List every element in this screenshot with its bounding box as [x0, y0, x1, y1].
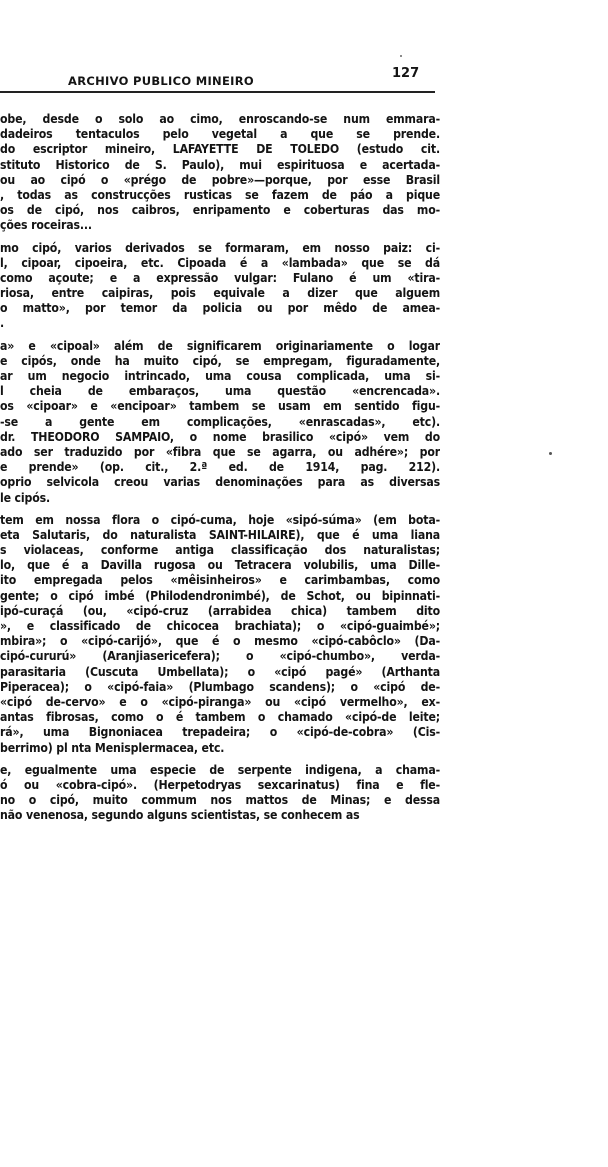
text-line: ipó-curaçá (ou, «cipó-cruz (arrabidea chica) tambem dito: [0, 603, 440, 618]
paragraph: [0, 112, 440, 234]
page-number: 127: [392, 66, 420, 81]
text-line: e cipós, onde ha muito cipó, se empregam, figuradamente,: [0, 353, 440, 368]
text-line: berrimo) pl nta Menisplermacea, etc.: [0, 740, 225, 755]
text-line: não venenosa, segundo alguns scientistas, se conhecem as: [0, 808, 360, 823]
text-line: ado ser traduzido por «fibra que se agarra, ou adhére»; por: [0, 444, 440, 459]
paragraph: [0, 339, 440, 506]
text-line: mo cipó, varios derivados se formaram, em nosso paiz: ci-: [0, 240, 440, 255]
text-line: e, egualmente uma especie de serpente indigena, a chama-: [0, 762, 440, 777]
text-line: rá», uma Bignoniacea trepadeira; o «cipó-de-cobra» (Cis-: [0, 725, 440, 740]
text-line: -se a gente em complicações, «enrascadas», etc).: [0, 414, 440, 429]
paragraph: [0, 513, 440, 756]
text-line: obe, desde o solo ao cimo, enroscando-se num emmara-: [0, 112, 440, 126]
text-line: parasitaria (Cuscuta Umbellata); o «cipó pagé» (Arthanta: [0, 664, 440, 679]
paragraph: [0, 241, 440, 332]
text-line: gente; o cipó imbé (Philodendronimbé), de Schot, ou bipinnati-: [0, 588, 440, 603]
text-line: dr. THEODORO SAMPAIO, o nome brasilico «cipó» vem do: [0, 429, 440, 444]
text-line: os de cipó, nos caibros, enripamento e coberturas das mo-: [0, 203, 440, 218]
text-line: ções roceiras...: [0, 218, 92, 233]
text-line: como açoute; e a expressão vulgar: Fulano é um «tira-: [0, 270, 440, 285]
text-line: stituto Historico de S. Paulo), mui espirituosa e acertada-: [0, 157, 440, 172]
text-line: , todas as construcções rusticas se fazem de páo a pique: [0, 187, 440, 202]
text-line: no o cipó, muito commum nos mattos de Minas; e dessa: [0, 793, 440, 808]
text-line: l, cipoar, cipoeira, etc. Cipoada é a «lambada» que se dá: [0, 255, 440, 270]
text-line: lo, que é a Davilla rugosa ou Tetracera volubilis, uma Dille-: [0, 558, 440, 573]
text-line: o matto», por temor da policia ou por mêdo de amea-: [0, 301, 440, 316]
body-text: [0, 112, 440, 823]
text-line: antas fibrosas, como o é tambem o chamado «cipó-de leite;: [0, 710, 440, 725]
text-line: .: [0, 316, 5, 331]
text-line: oprio selvicola creou varias denominações para as diversas: [0, 475, 440, 490]
text-line: e prende» (op. cit., 2.ª ed. de 1914, pag. 212).: [0, 460, 440, 475]
text-line: Piperacea); o «cipó-faia» (Plumbago scandens); o «cipó de-: [0, 679, 440, 694]
text-line: os «cipoar» e «encipoar» tambem se usam em sentido figu-: [0, 399, 440, 414]
running-head-title: ARCHIVO PUBLICO MINEIRO: [68, 74, 254, 88]
paragraph: [0, 763, 440, 824]
text-line: cipó-cururú» (Aranjiasericefera); o «cipó-chumbo», verda-: [0, 649, 440, 664]
text-line: le cipós.: [0, 490, 50, 505]
text-line: s violaceas, conforme antiga classificação dos naturalistas;: [0, 543, 440, 558]
text-line: do escriptor mineiro, LAFAYETTE DE TOLEDO (estudo cit.: [0, 142, 440, 157]
text-line: ar um negocio intrincado, uma cousa complicada, uma si-: [0, 369, 440, 383]
paragraph-gap: [0, 332, 440, 339]
text-line: dadeiros tentaculos pelo vegetal a que se prende.: [0, 127, 440, 142]
text-line: l cheia de embaraços, uma questão «encrencada».: [0, 384, 440, 399]
text-line: riosa, entre caipiras, pois equivale a dizer que alguem: [0, 286, 440, 301]
text-line: mbira»; o «cipó-carijó», que é o mesmo «cipó-cabôclo» (Da-: [0, 634, 440, 649]
text-line: «cipó de-cervo» e o «cipó-piranga» ou «cipó vermelho», ex-: [0, 694, 440, 709]
text-line: ó ou «cobra-cipó». (Herpetodryas sexcarinatus) fina e fle-: [0, 777, 440, 792]
text-line: », e classificado de chicocea brachiata); o «cipó-guaimbé»;: [0, 619, 440, 633]
paragraph-gap: [0, 756, 440, 763]
text-line: eta Salutaris, do naturalista SAINT-HILAIRE), que é uma liana: [0, 527, 440, 542]
scan-speck: [400, 55, 402, 57]
paragraph-gap: [0, 234, 440, 241]
running-head: [0, 62, 440, 92]
paragraph-gap: [0, 506, 440, 513]
text-line: ou ao cipó o «prégo de pobre»—porque, por esse Brasil: [0, 172, 440, 187]
text-line: ito empregada pelos «mêisinheiros» e carimbambas, como: [0, 573, 440, 588]
text-line: tem em nossa flora o cipó-cuma, hoje «sipó-súma» (em bota-: [0, 512, 440, 527]
text-line: a» e «cipoal» além de significarem originariamente o logar: [0, 338, 440, 353]
scan-speck: [549, 452, 552, 455]
header-rule: [0, 91, 435, 93]
